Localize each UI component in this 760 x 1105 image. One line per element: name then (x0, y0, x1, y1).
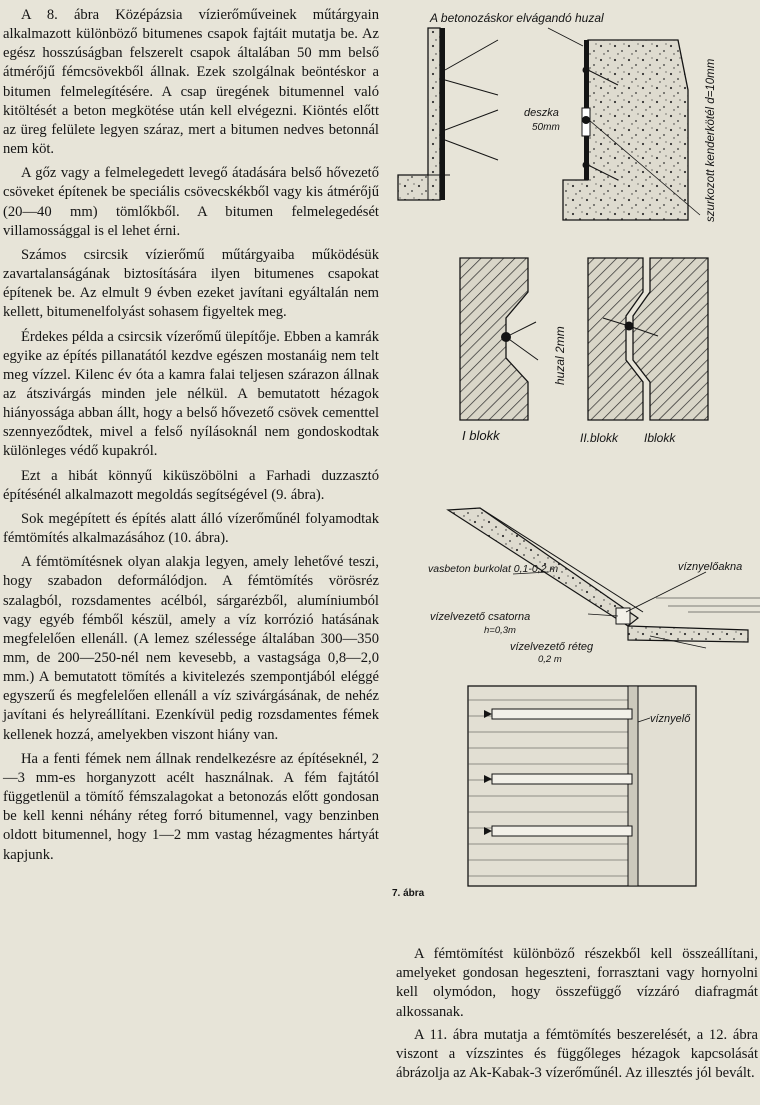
label-block-1b: Iblokk (644, 431, 676, 445)
label-drain-layer: vízelvezető réteg (510, 641, 594, 653)
label-plank-size: 50mm (532, 122, 560, 133)
paragraph: A 8. ábra Középázsia vízierőműveinek műtárgyain alkalmazott különböző bitumenes csapok fajtáit mutatja be. Az egész hosszúságban felszerelt csapok általában 50 mm belső átmérőjű fémcsövekből állnak. Ezek szolgálnak beöntéskor a bitumen felmelegítésére. A csap üregének bitumennel való kitöltését a beton megkötése után kell elvégezni. Kiöntés előtt az üreg felülete legyen száraz, mert a bitumen nedves betonnál nem köt. (3, 7, 379, 158)
label-hemp-rope: szurkozott kenderkötél d=10mm (705, 58, 717, 222)
paragraph: Ezt a hibát könnyű kiküszöbölni a Farhadi duzzasztó építésénél alkalmazott megoldás segítségével (9. ábra). (3, 467, 379, 503)
figure-7 (388, 0, 760, 910)
paragraph: Számos csircsik vízierőmű műtárgyaiba működésük zavartalanságának biztosítására ilyen bitumenes csapokat építenek be. Az elmult 9 évben ezeket javítani egyáltalán nem kellett, bitumenelfolyást sohasem figyeltek meg. (3, 246, 379, 321)
joint-detail-1 (398, 28, 498, 200)
label-drain-channel: vízelvezető csatorna (430, 611, 531, 623)
label-drain: víznyelő (650, 713, 691, 725)
paragraph: Sok megépített és építés alatt álló vízerőműnél folyamodtak fémtömítés alkalmazásához (10. ábra). (3, 510, 379, 547)
label-wire-2mm: huzal 2mm (553, 326, 567, 385)
label-block-2: II.blokk (580, 431, 619, 445)
left-text-column (3, 6, 379, 870)
label-block-1: I blokk (462, 428, 500, 443)
label-drain-layer-h: 0,2 m (538, 654, 562, 665)
paragraph: A 11. ábra mutatja a fémtömítés beszerelését, a 12. ábra viszont a vízszintes és függőleges hézagok kapcsolását ábrázolja az Ak-Kabak-3 vízerőműnél. Az illesztés jól bevált. (396, 1026, 758, 1082)
label-drain-channel-h: h=0,3m (484, 625, 516, 636)
block-joint-2 (588, 258, 708, 420)
joint-detail-2 (548, 28, 700, 220)
label-lining: vasbeton burkolat 0,1-0,2 m (428, 563, 559, 575)
paragraph: A fémtömítést különböző részekből kell összeállítani, amelyeket gondosan hegeszteni, forrasztani vagy hornyolni kell olymódon, hogy összefüggő vízzáró diafragmát alkossanak. (396, 946, 758, 1020)
block-joint-1 (460, 258, 538, 420)
label-plank: deszka (524, 107, 559, 119)
paragraph: A gőz vagy a felmelegedett levegő átadására belső hővezető csöveket építenek be speciális csövecskékből vagy kis átmérőjű (20—40 mm) tömlőkből. A bitumen felmelegedését villamossággal is el lehet érni. (3, 165, 379, 239)
figure-caption: 7. ábra (392, 888, 425, 899)
label-drain-shaft: víznyelőakna (678, 561, 743, 573)
figure-drawing (388, 0, 760, 900)
paragraph: Ha a fenti fémek nem állnak rendelkezésre az építéseknél, 2—3 mm-es horganyzott acélt használnak. A fém fajtától függetlenül a tömítő fémszalagokat a betonozás előtt gondosan be kell kenni néhány réteg forró bitumennel, vagy benzinben oldott bitumennel, hogy 1—2 mm vastag hézagmentes hártyát kapjunk. (3, 750, 379, 863)
paragraph: A fémtömítésnek olyan alakja legyen, amely lehetővé teszi, hogy szabadon deformálódjon. A fémtömítés vörösréz szalagból, rozsdamentes acélból, sárgarézből, alumíniumból vagy egyéb fémből készül, amely a víz korrózió hatásának megfelelően ellenáll. (A lemez szélessége általában 300—350 mm, de 200—250-nél nem kevesebb, a vastagsága 0,8—2,0 mm.) A bemutatott tömítés a kivitelezés szempontjából eléggé egyszerű és megfelelően ellenáll a víz szivárgásának, de nehéz javítani és helyreállítani. Ezenkívül pedig rozsdamentes fémek kellenek hozzá, amelyekben viszont hiány van. (3, 554, 379, 743)
paragraph: Érdekes példa a csircsik vízerőmű ülepítője. Ebben a kamrák egyike az építés pillanatától kezdve egészen mostanáig nem telt meg vízzel. Kilenc év óta a kamra falai teljesen szárazon állnak az átszivárgás minden jele nélkül. A bemutatott hézagok hiányossága abban állt, hogy a belső hővezető csövek cementtel szennyeződtek, mivel a felső nyílásoknál nem gondoskodtak különleges védő kupakról. (3, 328, 379, 460)
right-text-column (396, 945, 758, 1087)
label-top-wire: A betonozáskor elvágandó huzal (430, 11, 604, 25)
